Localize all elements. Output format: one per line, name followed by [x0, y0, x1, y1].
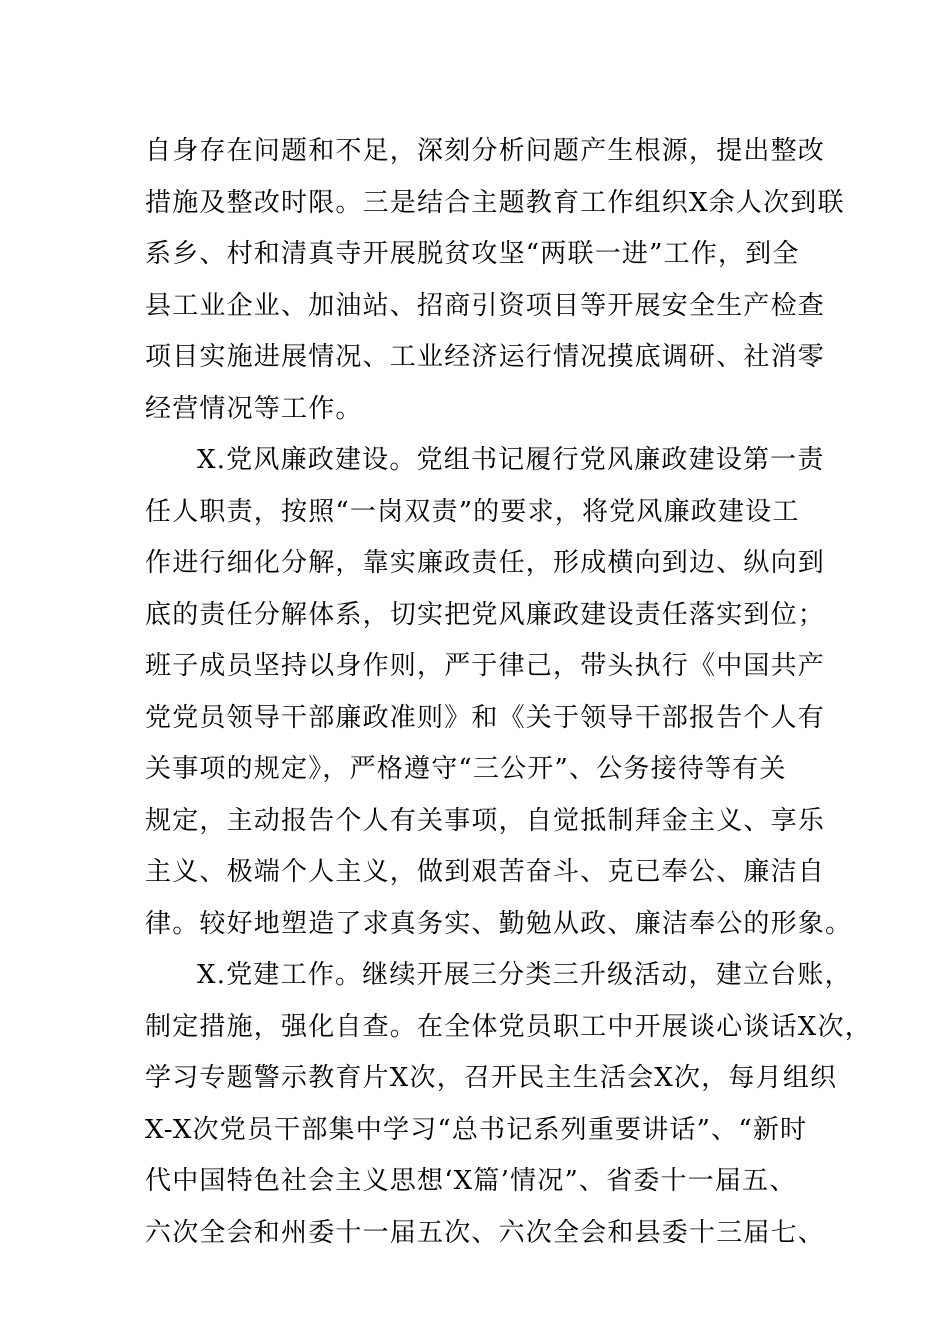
text-line: 自身存在问题和不足，深刻分析问题产生根源，提出整改: [145, 136, 826, 166]
paragraph-start-line: X.党风廉政建设。党组书记履行党风廉政建设第一责: [197, 445, 825, 475]
text-line: 县工业企业、加油站、招商引资项目等开展安全生产检查: [145, 290, 826, 321]
text-line: 作进行细化分解，靠实廉政责任，形成横向到边、纵向到: [145, 548, 826, 578]
text-line: 主义、极端个人主义，做到艰苦奋斗、克已奉公、廉洁自: [145, 857, 826, 887]
text-line: 底的责任分解体系，切实把党风廉政建设责任落实到位；: [145, 599, 826, 630]
text-line: 规定，主动报告个人有关事项，自觉抵制拜金主义、享乐: [145, 805, 826, 836]
text-line: 项目实施进展情况、工业经济运行情况摸底调研、社消零: [145, 342, 826, 372]
text-line: 关事项的规定》，严格遵守“三公开”、公务接待等有关: [145, 754, 787, 784]
text-line: 党党员领导干部廉政准则》和《关于领导干部报告个人有: [145, 702, 826, 733]
paragraph-start-line: X.党建工作。继续开展三分类三升级活动，建立台账，: [197, 960, 852, 990]
text-line: 经营情况等工作。: [145, 393, 363, 424]
text-line: 制定措施，强化自查。在全体党员职工中开展谈心谈话X次，: [145, 1011, 872, 1042]
text-line: 学习专题警示教育片X次，召开民主生活会X次，每月组织: [145, 1063, 838, 1093]
text-line: 代中国特色社会主义思想‘X篇’情况”、省委十一届五、: [145, 1166, 797, 1196]
text-line: X-X次党员干部集中学习“总书记系列重要讲话”、“新时: [145, 1114, 808, 1145]
text-line: 措施及整改时限。三是结合主题教育工作组织X余人次到联: [145, 187, 845, 218]
text-line: 系乡、村和清真寺开展脱贫攻坚“两联一进”工作，到全: [145, 239, 800, 269]
text-line: 班子成员坚持以身作则，严于律己，带头执行《中国共产: [145, 651, 826, 681]
text-line: 律。较好地塑造了求真务实、勤勉从政、廉洁奉公的形象。: [145, 908, 853, 939]
text-line: 六次全会和州委十一届五次、六次全会和县委十三届七、: [145, 1217, 826, 1248]
document-body: [145, 126, 872, 1259]
text-line: 任人职责，按照“一岗双责”的要求，将党风廉政建设工: [145, 496, 800, 527]
